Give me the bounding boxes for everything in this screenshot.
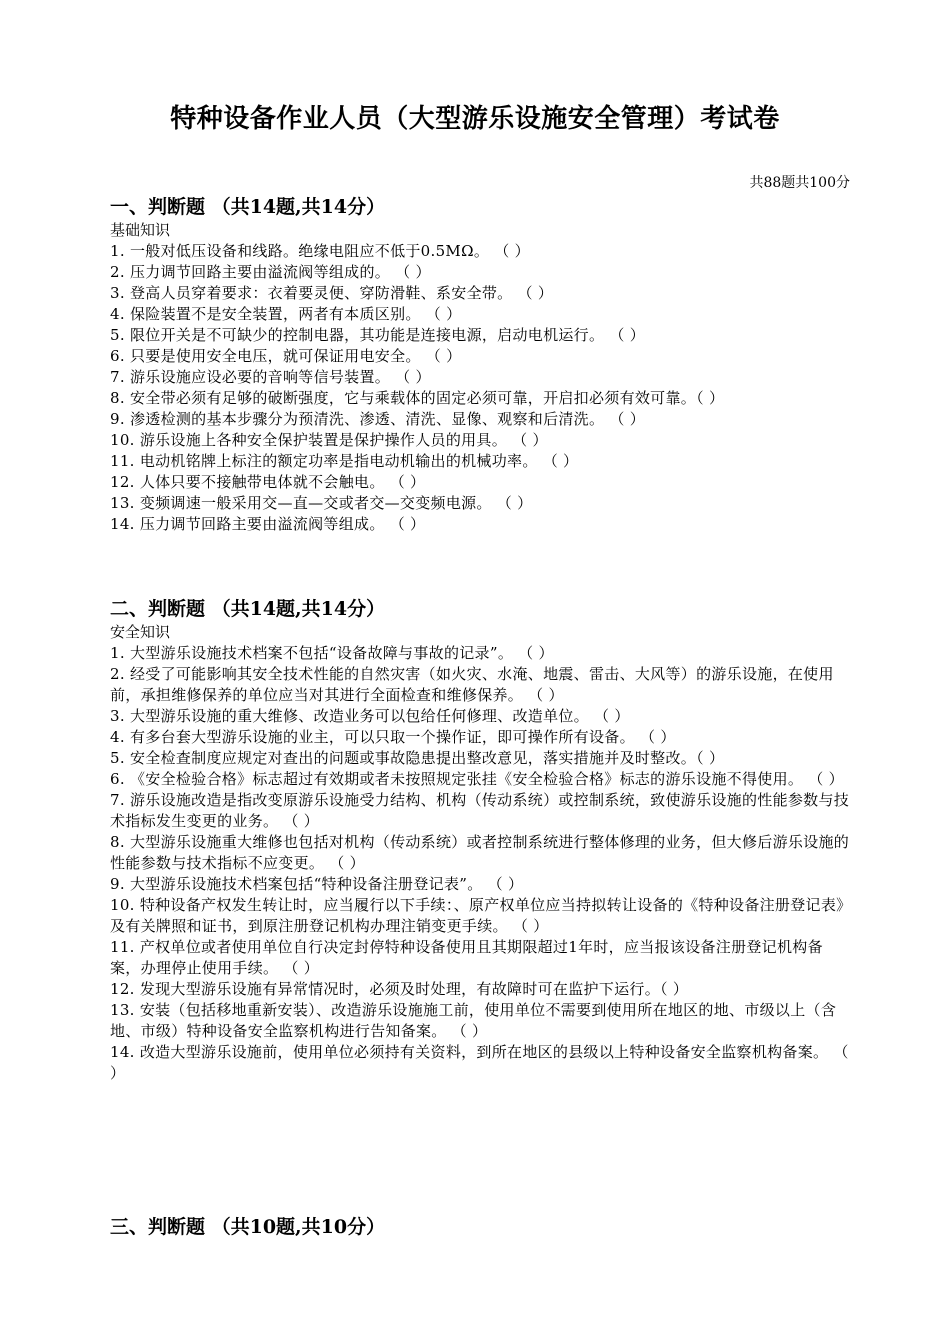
question-item: 8. 安全带必须有足够的破断强度，它与乘载体的固定必须可靠，开启扣必须有效可靠。（ ）: [110, 389, 725, 407]
section-heading: 二、判断题 （共14题,共14分）: [110, 598, 386, 620]
page-title: 特种设备作业人员（大型游乐设施安全管理）考试卷: [170, 104, 780, 134]
question-item: 7. 游乐设施应设必要的音响等信号装置。 （ ）: [110, 368, 431, 386]
question-item: 10. 游乐设施上各种安全保护装置是保护操作人员的用具。 （ ）: [110, 431, 548, 449]
question-item: 11. 电动机铭牌上标注的额定功率是指电动机输出的机械功率。 （ ）: [110, 452, 579, 470]
question-item: 4. 保险装置不是安全装置，两者有本质区别。 （ ）: [110, 305, 462, 323]
question-item: 2. 经受了可能影响其安全技术性能的自然灾害（如火灾、水淹、地震、雷击、大风等）的游乐设施，在使用前，承担维修保养的单位应当对其进行全面检查和维修保养。 （ ）: [110, 665, 834, 704]
section-subtitle: 安全知识: [110, 623, 171, 641]
question-item: 8. 大型游乐设施重大维修也包括对机构（传动系统）或者控制系统进行整体修理的业务，但大修后游乐设施的性能参数与技术指标不应变更。 （ ）: [110, 833, 850, 872]
section-2: [110, 596, 850, 1084]
question-item: 1. 一般对低压设备和线路。绝缘电阻应不低于0.5MΩ。 （ ）: [110, 242, 530, 260]
section-subtitle: 基础知识: [110, 221, 171, 239]
question-item: 4. 有多台套大型游乐设施的业主，可以只取一个操作证，即可操作所有设备。 （ ）: [110, 728, 676, 746]
question-count-note: 共88题共100分: [749, 175, 850, 191]
section-3: [110, 1214, 850, 1240]
question-item: 7. 游乐设施改造是指改变原游乐设施受力结构、机构（传动系统）或控制系统，致使游乐设施的性能参数与技术指标发生变更的业务。 （ ）: [110, 791, 850, 830]
question-item: 12. 人体只要不接触带电体就不会触电。 （ ）: [110, 473, 426, 491]
question-item: 5. 限位开关是不可缺少的控制电器，其功能是连接电源，启动电机运行。 （ ）: [110, 326, 646, 344]
question-item: 9. 大型游乐设施技术档案包括“特种设备注册登记表”。 （ ）: [110, 875, 524, 893]
question-item: 13. 变频调速一般采用交—直—交或者交—交变频电源。 （ ）: [110, 494, 533, 512]
question-item: 10. 特种设备产权发生转让时，应当履行以下手续：、原产权单位应当持拟转让设备的《特种设备注册登记表》及有关牌照和证书，到原注册登记机构办理注销变更手续。 （ ）: [110, 896, 844, 935]
question-item: 2. 压力调节回路主要由溢流阀等组成的。 （ ）: [110, 263, 431, 281]
question-item: 12. 发现大型游乐设施有异常情况时，必须及时处理，有故障时可在监护下运行。（ ）: [110, 980, 689, 998]
question-item: 13. 安装（包括移地重新安装）、改造游乐设施施工前，使用单位不需要到使用所在地区的地、市级以上（含地、市级）特种设备安全监察机构进行告知备案。 （ ）: [110, 1001, 837, 1040]
question-item: 5. 安全检查制度应规定对查出的问题或事故隐患提出整改意见，落实措施并及时整改。（ ）: [110, 749, 725, 767]
question-item: 3. 登高人员穿着要求：衣着要灵便、穿防滑鞋、系安全带。 （ ）: [110, 284, 554, 302]
question-item: 1. 大型游乐设施技术档案不包括“设备故障与事故的记录”。 （ ）: [110, 644, 554, 662]
question-item: 6. 《安全检验合格》标志超过有效期或者未按照规定张挂《安全检验合格》标志的游乐设施不得使用。 （ ）: [110, 770, 844, 788]
question-item: 11. 产权单位或者使用单位自行决定封停特种设备使用且其期限超过1年时，应当报该设备注册登记机构备案，办理停止使用手续。 （ ）: [110, 938, 823, 977]
section-heading: 一、判断题 （共14题,共14分）: [110, 196, 386, 218]
question-item: 3. 大型游乐设施的重大维修、改造业务可以包给任何修理、改造单位。 （ ）: [110, 707, 630, 725]
section-1: [110, 194, 850, 535]
section-heading: 三、判断题 （共10题,共10分）: [110, 1216, 386, 1238]
question-item: 6. 只要是使用安全电压，就可保证用电安全。 （ ）: [110, 347, 462, 365]
question-item: 14. 改造大型游乐设施前，使用单位必须持有关资料，到所在地区的县级以上特种设备安全监察机构备案。 （ ）: [110, 1043, 849, 1082]
question-item: 14. 压力调节回路主要由溢流阀等组成。 （ ）: [110, 515, 426, 533]
question-item: 9. 渗透检测的基本步骤分为预清洗、渗透、清洗、显像、观察和后清洗。 （ ）: [110, 410, 646, 428]
